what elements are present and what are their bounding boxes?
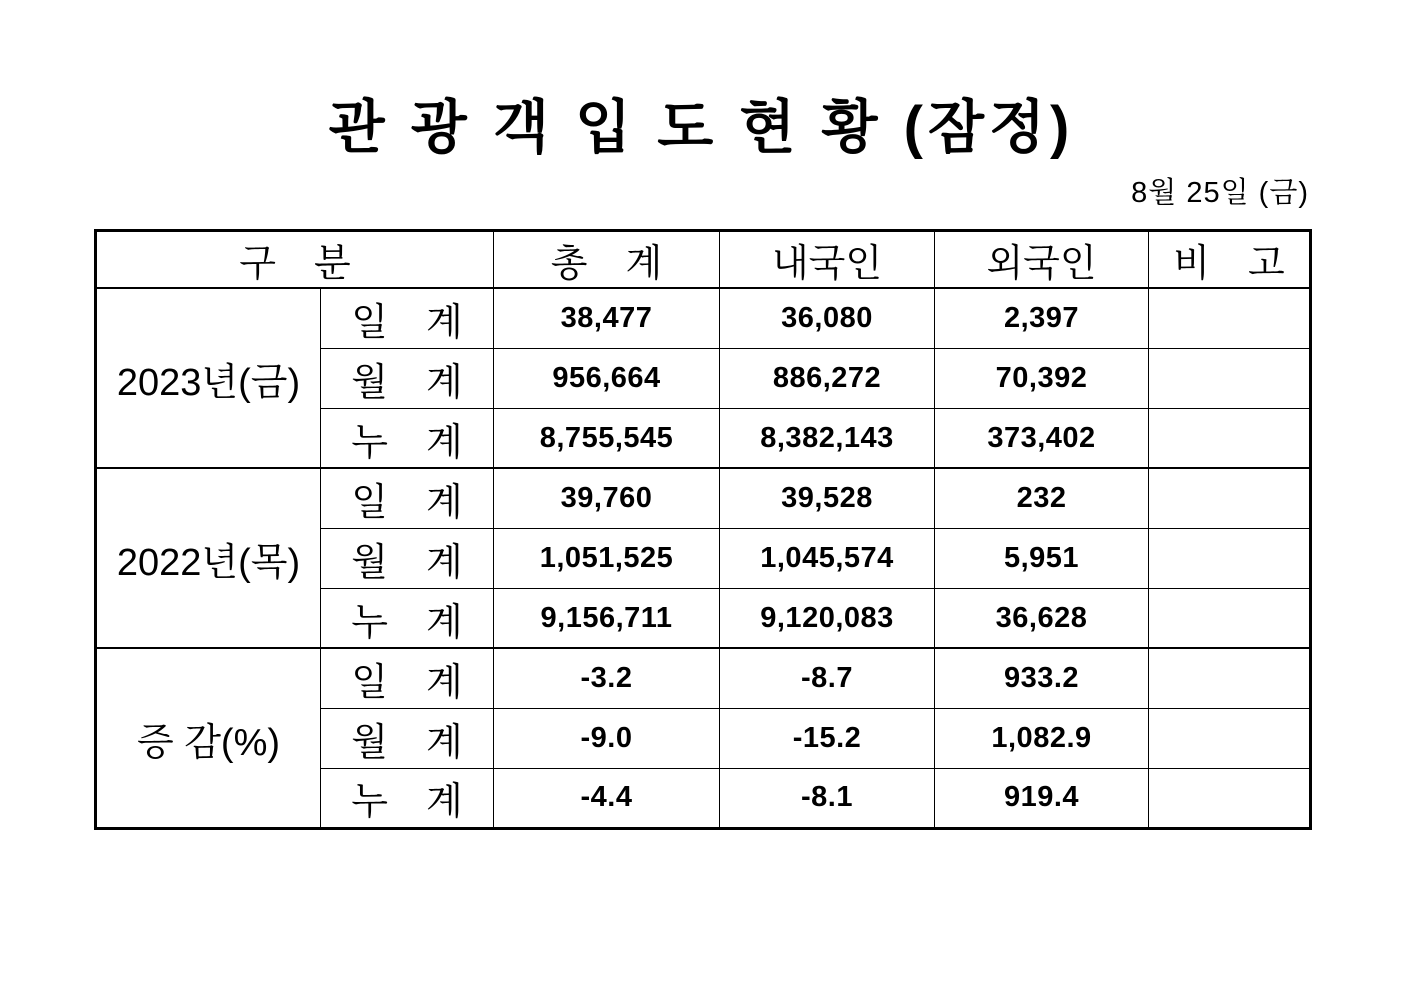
cell-foreigner: 36,628	[935, 588, 1149, 648]
cell-total: -4.4	[494, 768, 720, 828]
table-row-change-daily	[96, 648, 1311, 708]
report-date: 8월 25일 (금)	[1131, 176, 1309, 209]
cell-remarks	[1149, 288, 1311, 348]
row-label-monthly: 월 계	[321, 528, 494, 588]
cell-total: -3.2	[494, 648, 720, 708]
cell-remarks	[1149, 408, 1311, 468]
cell-total: 1,051,525	[494, 528, 720, 588]
cell-domestic: 9,120,083	[720, 588, 935, 648]
row-label-cumulative: 누 계	[321, 588, 494, 648]
document-content	[94, 0, 1309, 830]
cell-total: 38,477	[494, 288, 720, 348]
cell-remarks	[1149, 648, 1311, 708]
cell-foreigner: 70,392	[935, 348, 1149, 408]
table-header-row	[96, 230, 1311, 288]
header-foreigner: 외국인	[935, 230, 1149, 288]
cell-total: 956,664	[494, 348, 720, 408]
page-title: 관 광 객 입 도 현 황 (잠정)	[328, 95, 1075, 160]
row-label-cumulative: 누 계	[321, 768, 494, 828]
cell-domestic: 8,382,143	[720, 408, 935, 468]
group-label-2023: 2023년(금)	[96, 288, 321, 468]
row-label-cumulative: 누 계	[321, 408, 494, 468]
cell-domestic: 886,272	[720, 348, 935, 408]
cell-domestic: -8.7	[720, 648, 935, 708]
cell-remarks	[1149, 348, 1311, 408]
cell-foreigner: 1,082.9	[935, 708, 1149, 768]
group-label-2022: 2022년(목)	[96, 468, 321, 648]
cell-remarks	[1149, 468, 1311, 528]
cell-domestic: 39,528	[720, 468, 935, 528]
cell-domestic: 36,080	[720, 288, 935, 348]
cell-domestic: -15.2	[720, 708, 935, 768]
group-label-change-percent: 증 감(%)	[96, 648, 321, 828]
row-label-monthly: 월 계	[321, 708, 494, 768]
cell-remarks	[1149, 708, 1311, 768]
cell-total: 8,755,545	[494, 408, 720, 468]
cell-remarks	[1149, 588, 1311, 648]
cell-remarks	[1149, 528, 1311, 588]
cell-foreigner: 373,402	[935, 408, 1149, 468]
header-remarks: 비 고	[1149, 230, 1311, 288]
cell-foreigner: 2,397	[935, 288, 1149, 348]
cell-foreigner: 5,951	[935, 528, 1149, 588]
header-category: 구 분	[96, 230, 494, 288]
cell-total: 9,156,711	[494, 588, 720, 648]
cell-foreigner: 933.2	[935, 648, 1149, 708]
tourist-arrivals-table	[94, 229, 1312, 830]
table-row-2022-daily	[96, 468, 1311, 528]
cell-total: -9.0	[494, 708, 720, 768]
header-total: 총 계	[494, 230, 720, 288]
cell-remarks	[1149, 768, 1311, 828]
table-row-2023-daily	[96, 288, 1311, 348]
row-label-daily: 일 계	[321, 648, 494, 708]
row-label-monthly: 월 계	[321, 348, 494, 408]
cell-foreigner: 232	[935, 468, 1149, 528]
row-label-daily: 일 계	[321, 468, 494, 528]
header-domestic: 내국인	[720, 230, 935, 288]
cell-total: 39,760	[494, 468, 720, 528]
cell-foreigner: 919.4	[935, 768, 1149, 828]
cell-domestic: 1,045,574	[720, 528, 935, 588]
cell-domestic: -8.1	[720, 768, 935, 828]
row-label-daily: 일 계	[321, 288, 494, 348]
